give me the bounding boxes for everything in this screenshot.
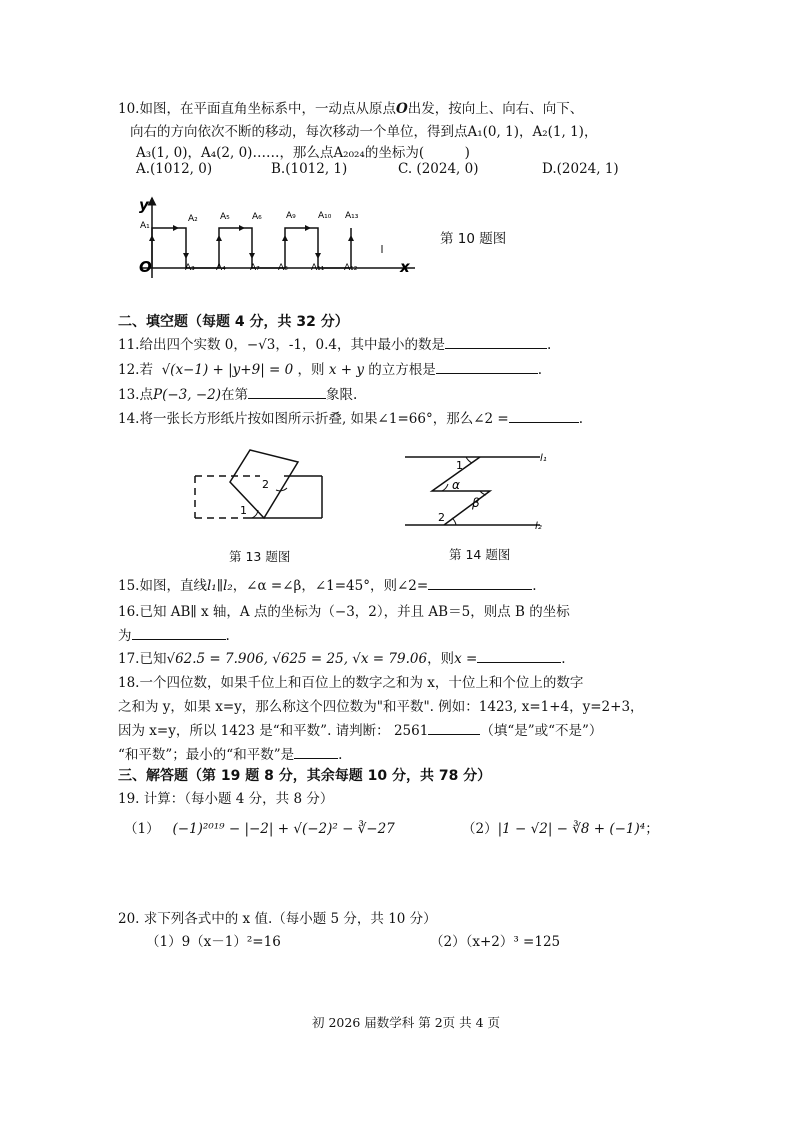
label-a9: A₉	[286, 211, 296, 221]
fig14-label-l1: l₁	[540, 453, 547, 464]
fig14-label-2: 2	[438, 511, 445, 524]
label-a6: A₆	[252, 212, 262, 222]
option-b: B.(1012, 1)	[271, 161, 348, 177]
q12: 12.若 √(x−1) + |y+9| = 0 ，则 x + y 的立方根是 .	[118, 358, 542, 378]
label-a2: A₂	[188, 214, 198, 224]
q10-line3: A₃(1, 0)，A₄(2, 0)……，那么点A₂₀₂₄的坐标为( )	[136, 145, 470, 161]
q14-blank[interactable]	[509, 408, 579, 423]
option-a: A.(1012, 0)	[136, 161, 213, 177]
page-footer: 初 2026 届数学科 第 2页 共 4 页	[312, 1015, 501, 1030]
fig14	[400, 447, 560, 531]
option-d: D.(2024, 1)	[542, 161, 619, 177]
axis-x-label: x	[400, 258, 410, 276]
label-a10: A₁₀	[318, 211, 332, 221]
fig13-caption: 第 13 题图	[229, 549, 291, 564]
label-a3: A₃	[185, 263, 195, 273]
label-a7: A₇	[250, 263, 260, 273]
q15: 15.如图，直线l₁∥l₂，∠α =∠β，∠1=45°，则∠2= .	[118, 574, 536, 594]
q20-part2: （2）（x+2）³ =125	[430, 934, 561, 950]
q19-title: 19. 计算：（每小题 4 分，共 8 分）	[118, 791, 334, 807]
q18-line1: 18.一个四位数，如果千位上和百位上的数字之和为 x，十位上和个位上的数字	[118, 675, 584, 691]
q17: 17.已知√62.5 = 7.906, √625 = 25, √x = 79.06，则x = .	[118, 647, 566, 667]
q11: 11.给出四个实数 0，−√3，-1，0.4，其中最小的数是 .	[118, 333, 551, 353]
label-a12: A₁₂	[344, 263, 358, 273]
label-a5: A₅	[220, 212, 230, 222]
q19-part2: （2）|1 − √2| − ∛8 + (−1)⁴；	[462, 821, 659, 837]
label-a1: A₁	[140, 221, 150, 231]
q18-line2: 之和为 y，如果 x=y，那么称这个四位数为"和平数". 例如：1423, x=1+4，y=2+3，	[118, 699, 644, 715]
q13: 13.点P(−3, −2)在第 象限.	[118, 383, 357, 403]
q16-line2: 为 .	[118, 624, 230, 644]
label-a8: A₈	[278, 263, 288, 273]
fig14-caption: 第 14 题图	[449, 547, 511, 562]
fig13	[192, 448, 327, 524]
q10-figure	[130, 190, 430, 282]
q12-blank[interactable]	[436, 359, 538, 374]
fig14-label-beta: β	[472, 496, 480, 510]
q17-blank[interactable]	[477, 648, 561, 663]
q20-part1: （1）9（x－1）²=16	[146, 934, 281, 950]
q13-blank[interactable]	[248, 384, 326, 399]
q10-figure-caption: 第 10 题图	[440, 231, 507, 247]
q15-blank[interactable]	[428, 575, 532, 590]
label-a13: A₁₃	[345, 211, 359, 221]
q16-blank[interactable]	[132, 625, 226, 640]
q10-line2: 向右的方向依次不断的移动，每次移动一个单位，得到点A₁(0, 1)，A₂(1, 1)，	[130, 124, 598, 140]
q18-line4: “和平数”；最小的“和平数”是 .	[118, 743, 342, 763]
fig14-label-alpha: α	[452, 478, 460, 492]
fig14-label-l2: l₂	[535, 521, 542, 531]
axis-y-label: y	[139, 196, 149, 214]
q18-blank-2[interactable]	[294, 744, 338, 759]
q18-line3: 因为 x=y，所以 1423 是“和平数”. 请判断： 2561 （填“是”或“不是”）	[118, 719, 602, 739]
q11-blank[interactable]	[445, 334, 547, 349]
section-3-title: 三、解答题（第 19 题 8 分，其余每题 10 分，共 78 分）	[118, 768, 492, 784]
fig14-label-1: 1	[456, 459, 463, 472]
q10-line1: 10.如图，在平面直角坐标系中，一动点从原点O出发，按向上、向右、向下、	[118, 101, 584, 117]
q16-line1: 16.已知 AB∥ x 轴，A 点的坐标为（−3，2），并且 AB＝5，则点 B 的坐标	[118, 604, 570, 620]
option-c: C. (2024, 0)	[398, 161, 479, 177]
q20-title: 20. 求下列各式中的 x 值.（每小题 5 分，共 10 分）	[118, 911, 437, 927]
label-a4: A₄	[216, 263, 226, 273]
axis-origin-label: O	[139, 258, 152, 276]
fig13-label-2: 2	[262, 478, 269, 491]
q18-blank-1[interactable]	[428, 720, 480, 735]
q19-part1: （1） (−1)²⁰¹⁹ − |−2| + √(−2)² − ∛−27	[124, 821, 395, 837]
q14: 14.将一张长方形纸片按如图所示折叠, 如果∠1=66°，那么∠2 = .	[118, 407, 583, 427]
fig13-label-1: 1	[240, 504, 247, 517]
section-2-title: 二、填空题（每题 4 分，共 32 分）	[118, 314, 349, 330]
label-a11: A₁₁	[311, 263, 325, 273]
